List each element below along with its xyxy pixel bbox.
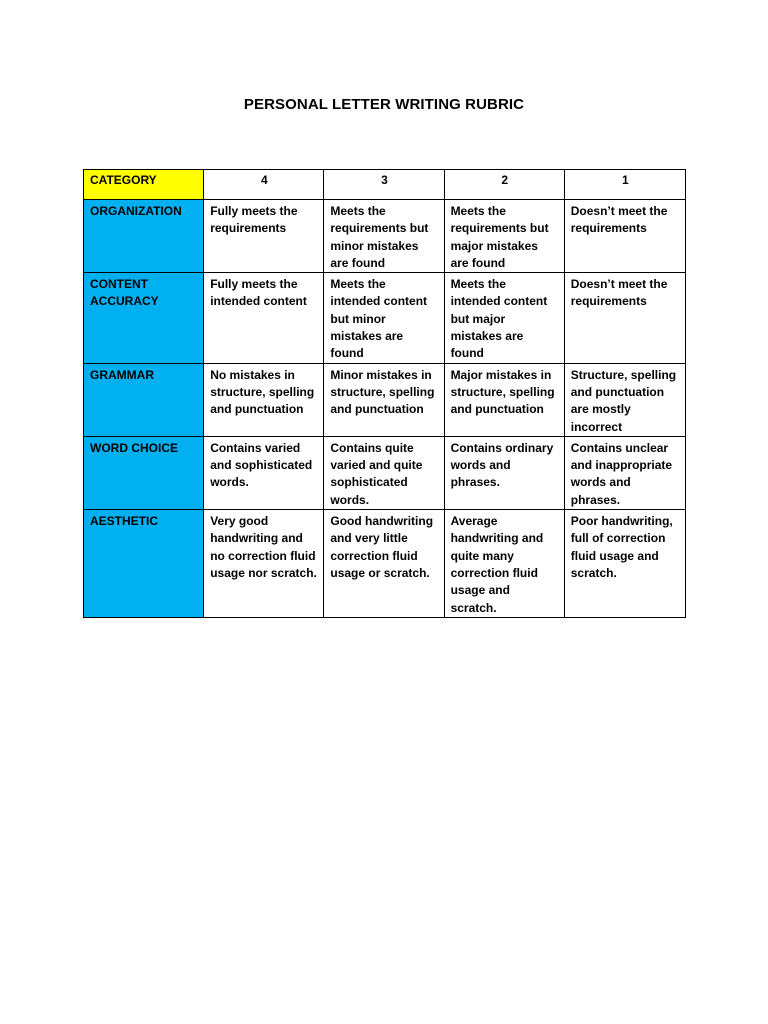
criteria-cell: Contains quite varied and quite sophisticated words. — [324, 436, 444, 509]
score-header-2: 2 — [444, 170, 564, 200]
criteria-cell: Major mistakes in structure, spelling and punctuation — [444, 363, 564, 436]
criteria-cell: Fully meets the requirements — [204, 200, 324, 273]
criteria-cell: Good handwriting and very little correction fluid usage or scratch. — [324, 510, 444, 618]
criteria-cell: Contains unclear and inappropriate words and phrases. — [564, 436, 685, 509]
criteria-cell: Fully meets the intended content — [204, 273, 324, 363]
criteria-cell: Contains varied and sophisticated words. — [204, 436, 324, 509]
table-row-content-accuracy — [84, 273, 686, 363]
criteria-cell: Poor handwriting, full of correction fluid usage and scratch. — [564, 510, 685, 618]
category-cell: WORD CHOICE — [84, 436, 204, 509]
score-header-1: 1 — [564, 170, 685, 200]
criteria-cell: Very good handwriting and no correction fluid usage nor scratch. — [204, 510, 324, 618]
page-title: PERSONAL LETTER WRITING RUBRIC — [243, 96, 525, 113]
rubric-table — [83, 169, 686, 618]
category-cell: AESTHETIC — [84, 510, 204, 618]
table-header-row — [84, 170, 686, 200]
score-header-4: 4 — [204, 170, 324, 200]
criteria-cell: Minor mistakes in structure, spelling and punctuation — [324, 363, 444, 436]
criteria-cell: Doesn’t meet the requirements — [564, 200, 685, 273]
criteria-cell: Meets the intended content but minor mistakes are found — [324, 273, 444, 363]
table-row-aesthetic — [84, 510, 686, 618]
criteria-cell: Meets the requirements but major mistakes are found — [444, 200, 564, 273]
criteria-cell: Meets the requirements but minor mistakes are found — [324, 200, 444, 273]
criteria-cell: Meets the intended content but major mistakes are found — [444, 273, 564, 363]
category-cell: GRAMMAR — [84, 363, 204, 436]
category-header-cell: CATEGORY — [84, 170, 204, 200]
criteria-cell: Doesn’t meet the requirements — [564, 273, 685, 363]
table-row-organization — [84, 200, 686, 273]
criteria-cell: Contains ordinary words and phrases. — [444, 436, 564, 509]
criteria-cell: Average handwriting and quite many correction fluid usage and scratch. — [444, 510, 564, 618]
score-header-3: 3 — [324, 170, 444, 200]
criteria-cell: No mistakes in structure, spelling and punctuation — [204, 363, 324, 436]
category-cell: CONTENT ACCURACY — [84, 273, 204, 363]
criteria-cell: Structure, spelling and punctuation are mostly incorrect — [564, 363, 685, 436]
category-cell: ORGANIZATION — [84, 200, 204, 273]
table-row-word-choice — [84, 436, 686, 509]
table-row-grammar — [84, 363, 686, 436]
